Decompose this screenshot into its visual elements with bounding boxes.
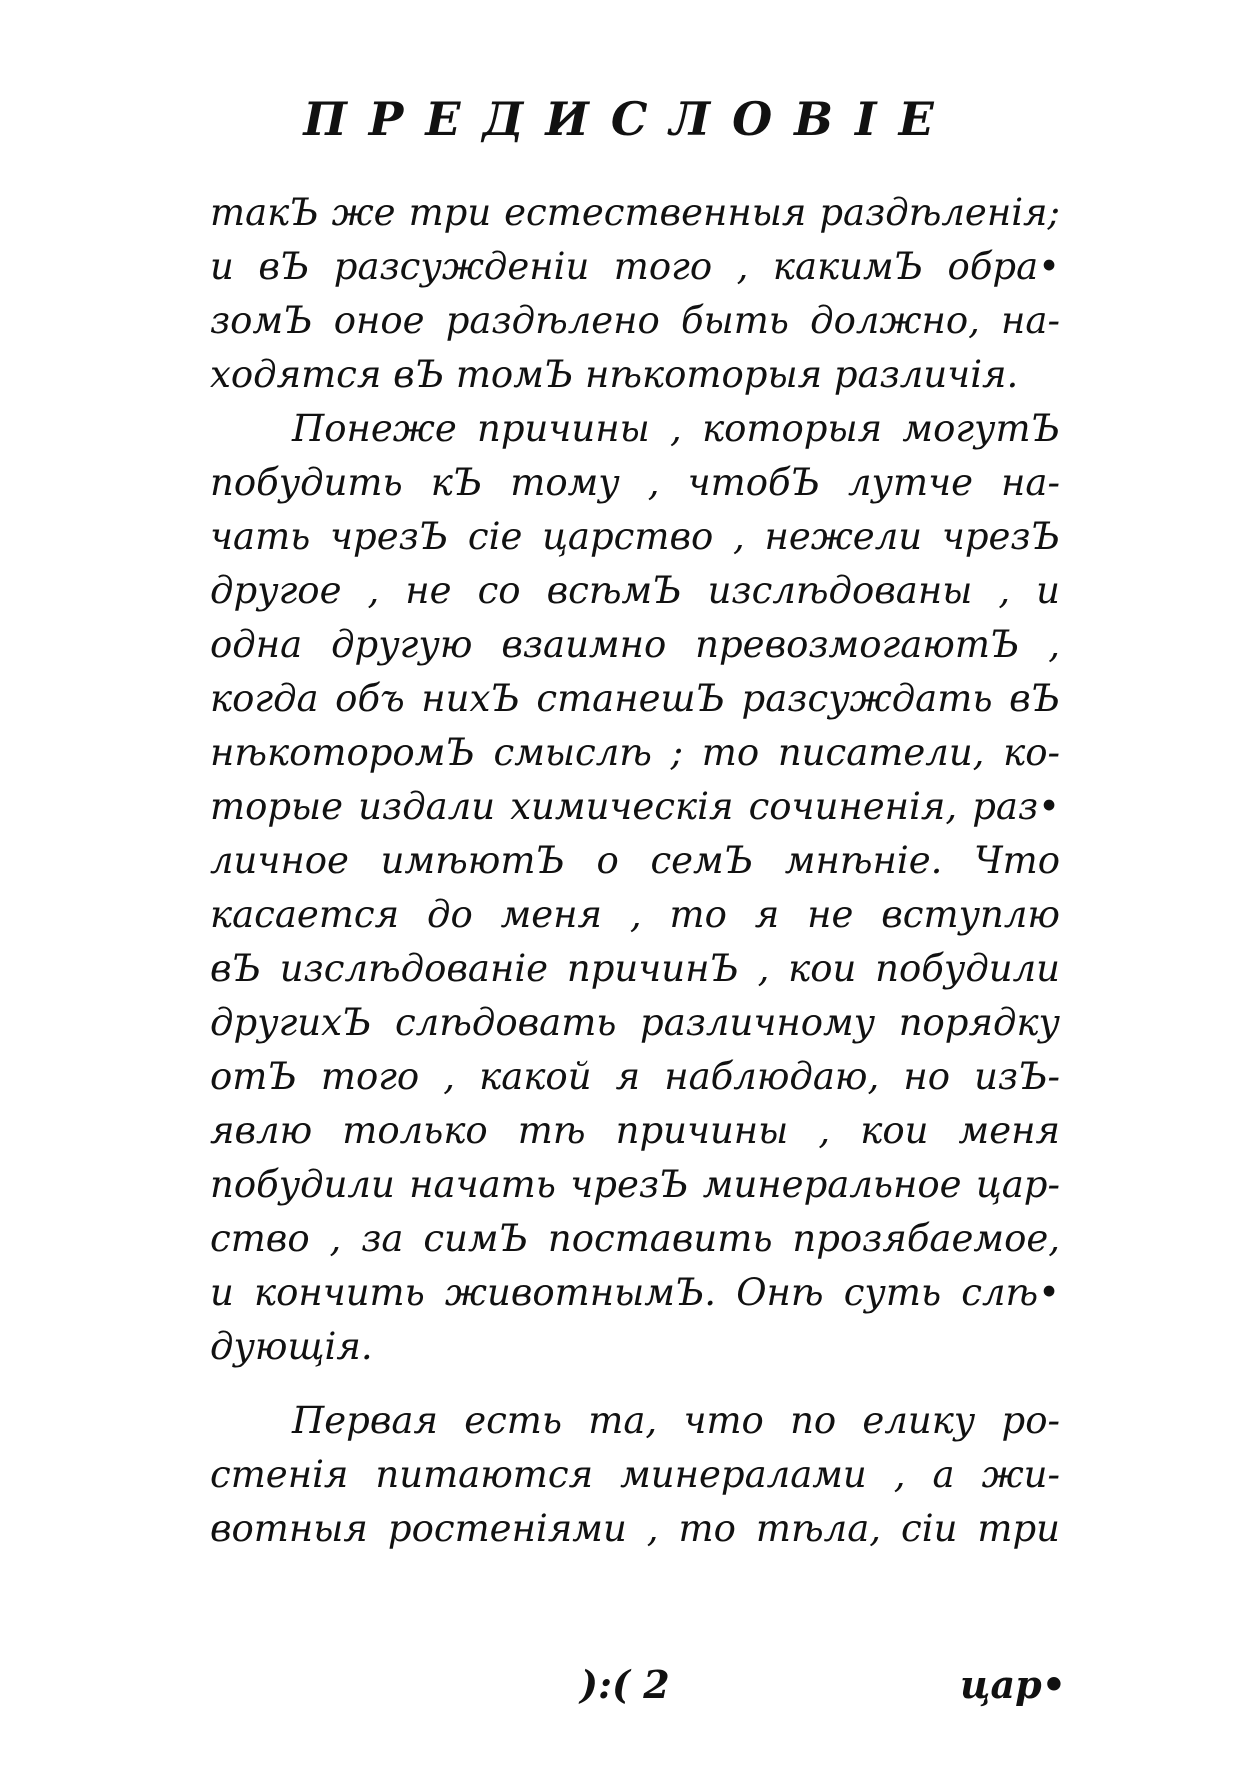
page-footer [0,1662,1259,1722]
text-line: отЪ того , какой я наблюдаю, но изЪ- [210,1055,1060,1098]
text-line: побудить кЪ тому , чтобЪ лутче на- [210,461,1060,504]
paragraph-1 [210,186,1060,402]
text-line: зомЪ оное раздѣлено быть должно, на- [210,299,1060,342]
text-line: дующія. [210,1325,373,1368]
catchword: цар• [960,1662,1067,1707]
text-line: такЪ же три естественныя раздѣленія; [210,191,1060,234]
text-line: другихЪ слѣдовать различному порядку [210,1001,1060,1044]
text-line: вотныя ростеніями , то тѣла, сіи три [210,1507,1060,1550]
running-header: ПРЕДИСЛОВІЕ [303,92,956,146]
text-line: стенія питаются минералами , а жи- [210,1453,1060,1496]
text-line: личное имѣютЪ о семЪ мнѣніе. Что [210,839,1060,882]
text-line: торые издали химическія сочиненія, раз• [210,785,1060,828]
text-line: одна другую взаимно превозмогаютЪ , [210,623,1060,666]
text-line: явлю только тѣ причины , кои меня [210,1109,1060,1152]
paragraph-2 [210,402,1060,1374]
text-line: Понеже причины , которыя могутЪ [292,407,1060,450]
text-line: побудили начать чрезЪ минеральное цар- [210,1163,1060,1206]
text-line: касается до меня , то я не вступлю [210,893,1060,936]
text-line: нѣкоторомЪ смыслѣ ; то писатели, ко- [210,731,1060,774]
text-line: другое , не со всѣмЪ изслѣдованы , и [210,569,1060,612]
text-line: и кончить животнымЪ. Онѣ суть слѣ• [210,1271,1060,1314]
text-line: ходятся вЪ томЪ нѣкоторыя различія. [210,353,1019,396]
signature-mark: ):( 2 [580,1662,670,1707]
text-line: Первая есть та, что по елику ро- [292,1399,1060,1442]
page-text [210,186,1060,1556]
paragraph-3 [210,1394,1060,1556]
text-line: и вЪ разсужденіи того , какимЪ обра• [210,245,1060,288]
text-line: чать чрезЪ сіе царство , нежели чрезЪ [210,515,1060,558]
text-line: когда объ нихЪ станешЪ разсуждать вЪ [210,677,1060,720]
text-line: вЪ изслѣдованіе причинЪ , кои побудили [210,947,1060,990]
text-line: ство , за симЪ поставить прозябаемое, [210,1217,1060,1260]
